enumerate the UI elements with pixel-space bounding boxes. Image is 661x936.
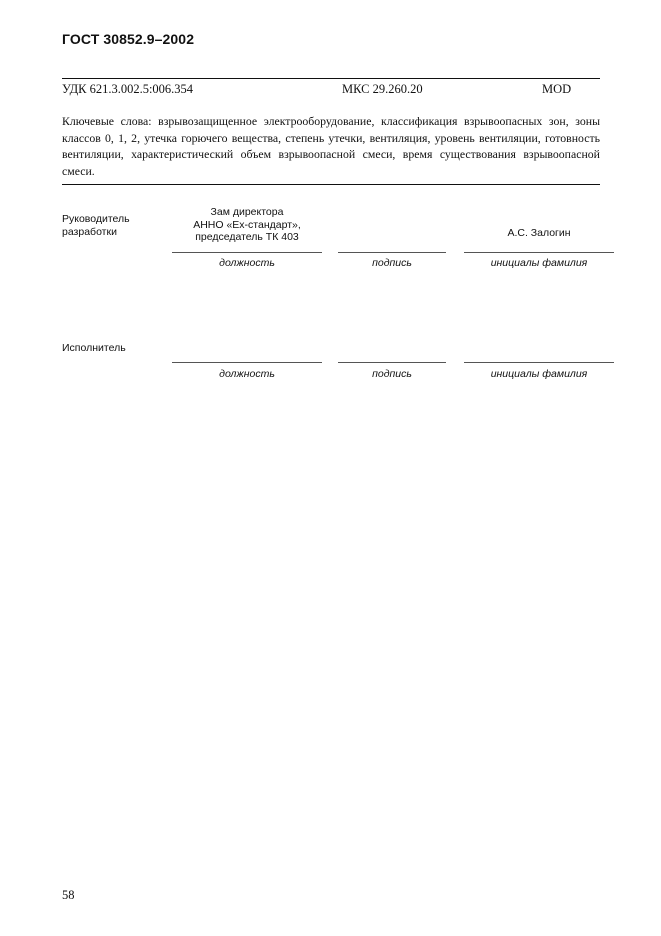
standard-title: ГОСТ 30852.9–2002: [62, 31, 195, 47]
leader-name: А.С. Залогин: [507, 227, 571, 239]
leader-role-line1: Руководитель: [62, 213, 130, 225]
leader-position-line1: Зам директора: [210, 206, 284, 218]
top-divider: [62, 78, 600, 79]
leader-position-line: [172, 252, 322, 253]
leader-name-line: [464, 252, 614, 253]
leader-position-line2: АННО «Ех-стандарт»,: [193, 218, 301, 231]
executor-name-line: [464, 362, 614, 363]
executor-role-label: Исполнитель: [62, 342, 126, 354]
leader-signature-line: [338, 252, 446, 253]
udk-code: УДК 621.3.002.5:006.354: [62, 82, 194, 96]
executor-position-caption: должность: [219, 368, 275, 380]
keywords-bottom-divider: [62, 184, 600, 185]
mks-code: МКС 29.260.20: [342, 82, 423, 96]
executor-position-line: [172, 362, 322, 363]
leader-signature-caption: подпись: [372, 257, 412, 269]
leader-name-caption: инициалы фамилия: [490, 257, 588, 269]
executor-name-caption: инициалы фамилия: [490, 368, 588, 380]
keywords-paragraph: Ключевые слова: взрывозащищенное электрооборудование, классификация взрывоопасных зон, зоны классов 0, 1, 2, утечка горючего вещества, степень утечки, вентиляция, уровень вентиляции, готовность вентиляции, характеристический объем взрывоопасной смеси, время существования взрывоопасной смеси.: [62, 114, 600, 178]
leader-role-line2: разработки: [62, 226, 117, 238]
leader-position-caption: должность: [219, 257, 275, 269]
leader-role-label: [62, 213, 130, 239]
executor-signature-caption: подпись: [372, 368, 412, 380]
leader-position: [172, 206, 322, 244]
mod-label: MOD: [542, 82, 572, 96]
leader-position-line3: председатель ТК 403: [195, 231, 299, 243]
executor-signature-line: [338, 362, 446, 363]
page-number: 58: [62, 888, 75, 902]
